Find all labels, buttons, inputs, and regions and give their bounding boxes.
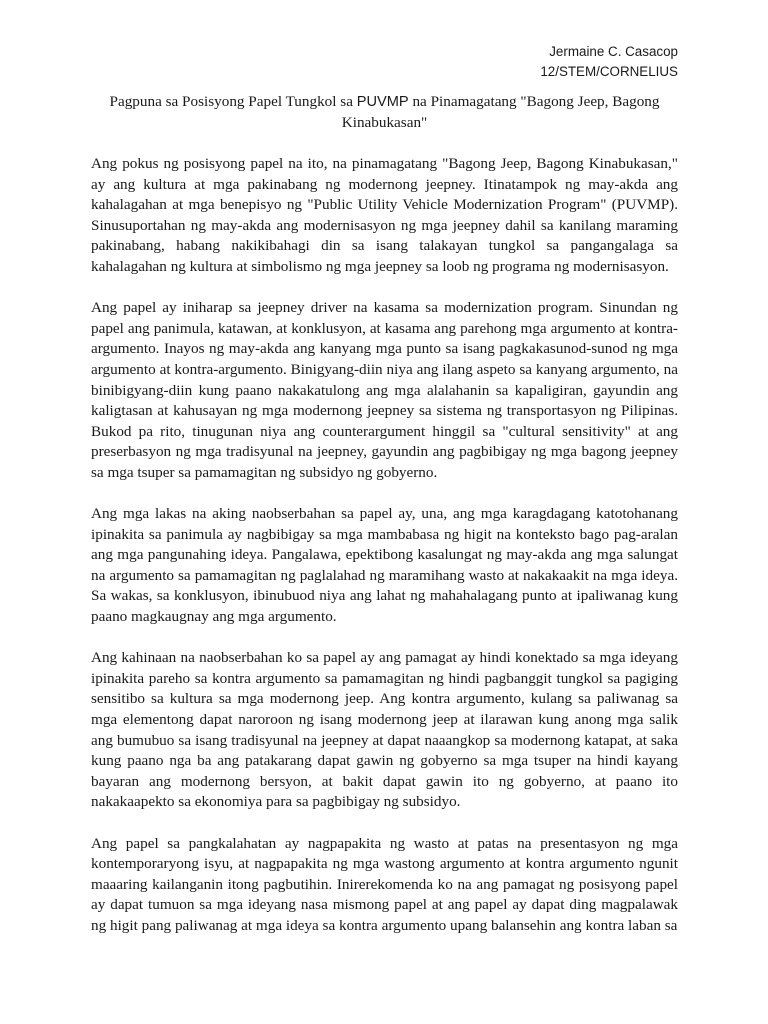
paragraph-conclusion: Ang papel sa pangkalahatan ay nagpapakita ng wasto at patas na presentasyon ng mga kontemporaryong isyu, at nagpapakita ng mga wastong argumento at kontra argumento ngunit maaaring kailanganin itong pagbutihin. Inirerekomenda ko na ang pamagat ng posisyong papel ay dapat tumuon sa mga ideyang nasa mismong papel at ang papel ay dapat ding magpalawak ng higit pang paliwanag at mga ideya sa kontra argumento upang balansehin ang kontra laban sa	[91, 834, 678, 934]
grade-section: 12/STEM/CORNELIUS	[540, 64, 678, 79]
paragraph-intro: Ang pokus ng posisyong papel na ito, na pinamagatang "Bagong Jeep, Bagong Kinabukasan," ay ang kultura at mga pakinabang ng modernong jeepney. Itinatampok ng may-akda ang kahalagahan at mga benepisyo ng "Public Utility Vehicle Modernization Program" (PUVMP). Sinusuportahan ng may-akda ang modernisasyon ng mga jeepney dahil sa kanilang maraming pakinabang, habang nakikibahagi din sa isang talakayan tungkol sa pangangalaga sa kahalagahan ng kultura at simbolismo ng mga jeepney sa loob ng programa ng modernisasyon.	[91, 155, 678, 275]
title-acronym: PUVMP	[356, 94, 409, 110]
paragraph-strengths: Ang mga lakas na aking naobserbahan sa papel ay, una, ang mga karagdagang katotohanang ipinakita sa panimula ay nagbibigay sa mga mambabasa ng higit na konteksto bago pag-aralan ang mga pangunahing ideya. Pangalawa, epektibong kasalungat ng may-akda ang mga salungat na argumento sa pamamagitan ng paglalahad ng maramihang wasto at nakakaakit na mga ideya. Sa wakas, sa konklusyon, ibinubuod niya ang lahat ng mahahalagang punto at ipaliwanag kung paano magkaugnay ang mga argumento.	[91, 505, 678, 626]
title-text-part1: Pagpuna sa Posisyong Papel Tungkol sa	[109, 93, 357, 110]
author-name: Jermaine C. Casacop	[549, 44, 678, 59]
title-text-part2: na Pinamagatang "Bagong Jeep, Bagong Kinabukasan"	[341, 93, 660, 131]
document-title	[91, 92, 678, 133]
paragraph-summary: Ang papel ay iniharap sa jeepney driver na kasama sa modernization program. Sinundan ng papel ang panimula, katawan, at konklusyon, at kasama ang parehong mga argumento at kontra-argumento. Inayos ng may-akda ang kanyang mga punto sa isang pagkakasunod-sunod ng mga argumento at kontra-argumento. Binigyang-diin niya ang ilang aspeto sa kanyang argumento, na binibigyang-diin kung paano nakakatulong ang mga alalahanin sa kapaligiran, gayundin ang kaligtasan at kahusayan ng mga modernong jeepney sa sistema ng transportasyon ng Pilipinas. Bukod pa rito, tinugunan niya ang counterargument hinggil sa "cultural sensitivity" at ang preserbasyon ng mga tradisyunal na jeepney, gayundin ang pagbibigay ng mga bagong jeepney sa mga tsuper sa pamamagitan ng subsidyo ng gobyerno.	[91, 299, 678, 481]
header-block	[91, 42, 678, 82]
document-body	[91, 154, 678, 937]
paragraph-weaknesses: Ang kahinaan na naobserbahan ko sa papel ay ang pamagat ay hindi konektado sa mga ideyang ipinakita pareho sa kontra argumento sa pamamagitan ng hindi pagbanggit tungkol sa pagiging sensitibo sa kultura sa mga modernong jeep. Ang kontra argumento, kulang sa paliwanag sa mga elementong dapat naroroon ng isang modernong jeep at ilarawan kung anong mga salik ang bumubuo sa isang tradisyunal na jeepney at dapat naaangkop sa modernong katapat, at saka kung paano nga ba ang patakarang dapat gawin ng gobyerno sa mga tsuper na hindi kayang bayaran ang modernong bersyon, at bakit dapat gawin ito ng gobyerno, at paano ito nakakaapekto sa ekonomiya para sa pagbibigay ng subsidyo.	[91, 649, 678, 811]
